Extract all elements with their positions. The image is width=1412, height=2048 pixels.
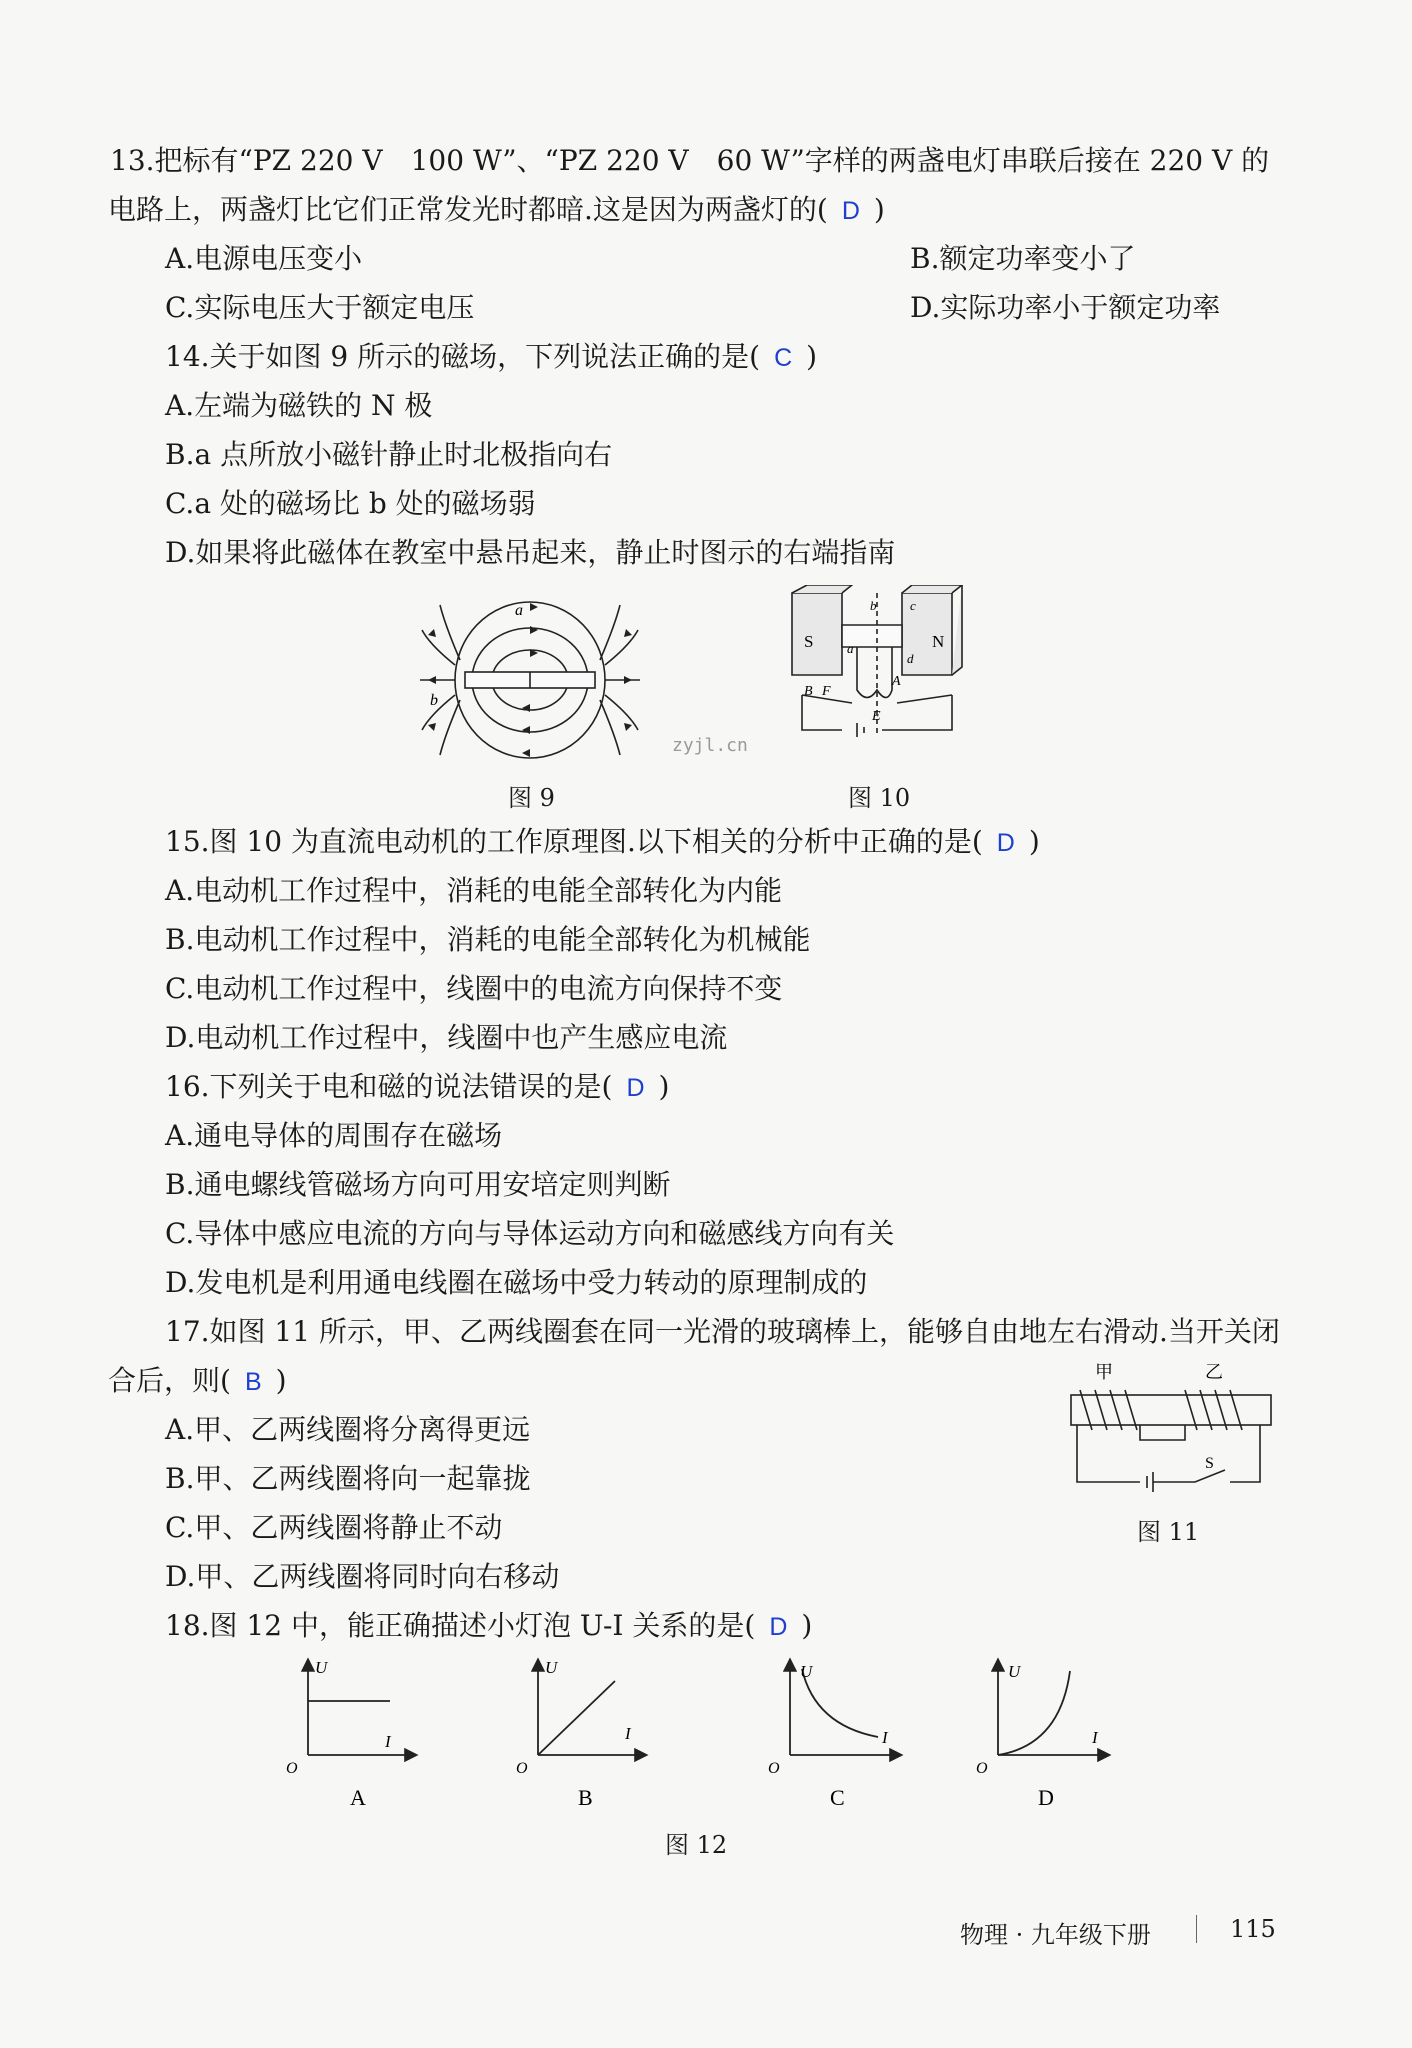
fig10-label-s: S [804, 632, 814, 651]
figure-9-bar-magnet [410, 585, 650, 775]
q16-option-d: D.发电机是利用通电线圈在磁场中受力转动的原理制成的 [165, 1266, 868, 1299]
q16-option-c: C.导体中感应电流的方向与导体运动方向和磁感线方向有关 [165, 1217, 895, 1250]
q14-option-c: C.a 处的磁场比 b 处的磁场弱 [165, 487, 536, 520]
figure-9-caption: 图 9 [508, 784, 555, 812]
fig10-label-n: N [932, 632, 945, 651]
graph-a-origin: O [286, 1760, 298, 1777]
fig10-label-b: b [870, 598, 877, 613]
fig11-label-yi: 乙 [1205, 1362, 1223, 1383]
figure-11-coils [1065, 1360, 1280, 1495]
fig10-label-A: A [892, 674, 901, 689]
fig10-label-B: B [804, 684, 813, 699]
q17-option-d: D.甲、乙两线圈将同时向右移动 [165, 1560, 560, 1593]
q17-option-a: A.甲、乙两线圈将分离得更远 [165, 1413, 531, 1446]
q13-stem-line2: 电路上，两盏灯比它们正常发光时都暗.这是因为两盏灯的( D ) [108, 193, 885, 226]
q18-answer: D [769, 1613, 788, 1641]
q14-answer: C [774, 344, 793, 372]
graph-c-u-label: U [800, 1662, 813, 1681]
q16-option-b: B.通电螺线管磁场方向可用安培定则判断 [165, 1168, 671, 1201]
q17-stem-line2: 合后，则( B ) [108, 1364, 287, 1397]
figure-11-caption: 图 11 [1137, 1518, 1200, 1546]
q17-option-b: B.甲、乙两线圈将向一起靠拢 [165, 1462, 531, 1495]
graph-c-label: C [830, 1785, 845, 1810]
graph-d-u-label: U [1008, 1662, 1021, 1681]
page-number: 115 [1230, 1915, 1276, 1943]
q15-option-c: C.电动机工作过程中，线圈中的电流方向保持不变 [165, 972, 783, 1005]
fig11-label-s: S [1205, 1455, 1214, 1472]
figure-12-caption: 图 12 [665, 1831, 728, 1859]
q15-stem: 15.图 10 为直流电动机的工作原理图.以下相关的分析中正确的是( D ) [165, 825, 1040, 858]
q14-stem: 14.关于如图 9 所示的磁场，下列说法正确的是( C ) [165, 340, 818, 373]
q13-answer: D [841, 197, 860, 225]
graph-d-label: D [1038, 1785, 1054, 1810]
q15-option-d: D.电动机工作过程中，线圈中也产生感应电流 [165, 1021, 728, 1054]
fig10-label-d: d [907, 651, 914, 666]
figure-10-caption: 图 10 [848, 784, 911, 812]
fig9-label-b: b [430, 692, 438, 709]
q17-stem-line1: 17.如图 11 所示，甲、乙两线圈套在同一光滑的玻璃棒上，能够自由地左右滑动.当开关闭 [165, 1315, 1280, 1348]
fig10-label-c: c [910, 598, 916, 613]
q13-stem-line1: 13.把标有“PZ 220 V 100 W”、“PZ 220 V 60 W”字样的两盏电灯串联后接在 220 V 的 [110, 144, 1270, 177]
graph-b-label: B [578, 1785, 593, 1810]
figure-12-ui-graphs [270, 1655, 1170, 1835]
q13-option-d: D.实际功率小于额定功率 [910, 291, 1221, 324]
graph-a-label: A [350, 1785, 366, 1810]
fig9-label-a: a [515, 602, 523, 619]
q15-option-b: B.电动机工作过程中，消耗的电能全部转化为机械能 [165, 923, 811, 956]
graph-b-u-label: U [545, 1658, 558, 1677]
footer-book-title: 物理 · 九年级下册 [960, 1921, 1151, 1949]
graph-a-u-label: U [315, 1658, 328, 1677]
q16-answer: D [626, 1074, 645, 1102]
graph-c-origin: O [768, 1760, 780, 1777]
q13-option-a: A.电源电压变小 [165, 242, 363, 275]
fig10-label-a: a [847, 641, 854, 656]
q17-answer: B [244, 1368, 262, 1396]
q13-option-b: B.额定功率变小了 [910, 242, 1136, 275]
q16-stem: 16.下列关于电和磁的说法错误的是( D ) [165, 1070, 670, 1103]
q15-option-a: A.电动机工作过程中，消耗的电能全部转化为内能 [165, 874, 783, 907]
graph-d-i-label: I [1092, 1728, 1098, 1747]
graph-d-origin: O [976, 1760, 988, 1777]
figure-10-dc-motor [782, 585, 972, 765]
q14-option-d: D.如果将此磁体在教室中悬吊起来，静止时图示的右端指南 [165, 536, 896, 569]
fig10-label-F: F [822, 684, 831, 699]
q15-answer: D [996, 829, 1015, 857]
q14-option-a: A.左端为磁铁的 N 极 [165, 389, 433, 422]
watermark: zyjl.cn [672, 735, 748, 756]
graph-b-i-label: I [625, 1724, 631, 1743]
graph-a-i-label: I [385, 1732, 391, 1751]
q13-options-row1 [165, 239, 1272, 279]
fig11-label-jia: 甲 [1095, 1362, 1113, 1383]
q16-option-a: A.通电导体的周围存在磁场 [165, 1119, 503, 1152]
graph-b-origin: O [516, 1760, 528, 1777]
q17-option-c: C.甲、乙两线圈将静止不动 [165, 1511, 503, 1544]
q14-option-b: B.a 点所放小磁针静止时北极指向右 [165, 438, 613, 471]
footer-divider [1196, 1915, 1197, 1943]
q18-stem: 18.图 12 中，能正确描述小灯泡 U-I 关系的是( D ) [165, 1609, 813, 1642]
fig10-label-E: E [872, 709, 881, 724]
graph-c-i-label: I [882, 1728, 888, 1747]
q13-option-c: C.实际电压大于额定电压 [165, 291, 475, 324]
q13-options-row2 [165, 288, 1272, 328]
